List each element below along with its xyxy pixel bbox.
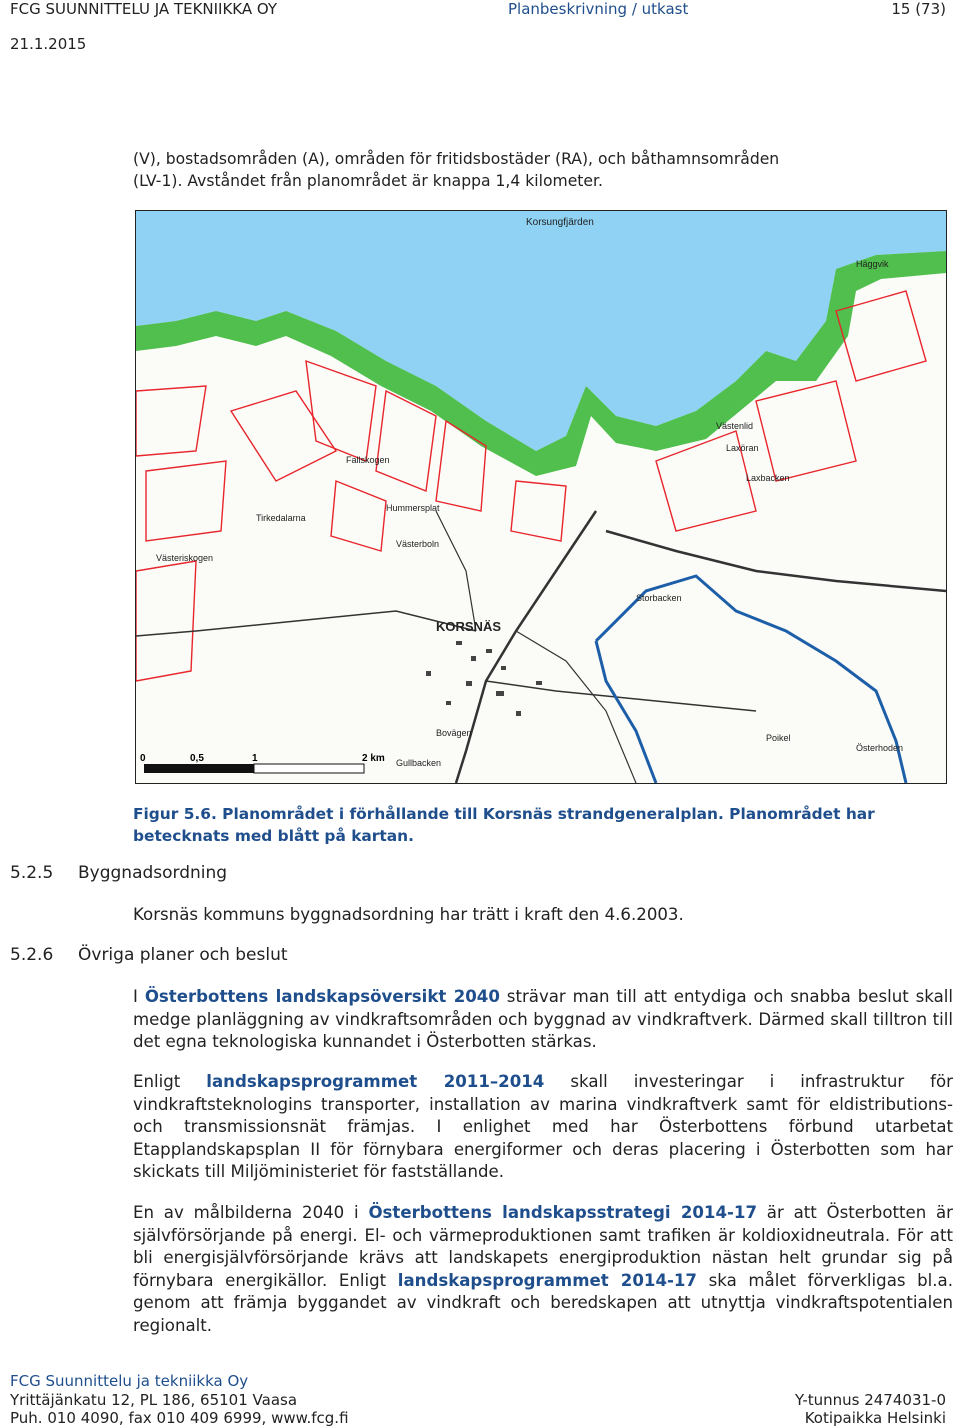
page-header xyxy=(10,0,946,60)
p2-post: skall investeringar i infrastruktur för vindkraftsteknologins transporter, installation av marina vindkraftverk samt för eldistributions- och transmissionsnät främjas. I enlighet med har Österbottens förbund utarbetat Etapplandskapsplan II för förnybara energiformer och deras placering i Österbotten som har skickats till Miljöministeriet för fastställande. xyxy=(133,1072,953,1181)
p3-highlight-2: landskapsprogrammet 2014-17 xyxy=(397,1270,697,1290)
figure-caption xyxy=(133,803,955,847)
map-label-gullbacken: Gullbacken xyxy=(396,758,442,768)
map-label-vasterbotn: Västerboln xyxy=(396,539,440,549)
section-heading-byggnadsordning xyxy=(10,863,227,883)
map-label-vasteriskogen: Västeriskogen xyxy=(156,553,214,563)
map-label-hummersplat: Hummersplat xyxy=(386,503,440,513)
caption-line-2: betecknats med blått på kartan. xyxy=(133,827,414,845)
footer-seat: Kotipaikka Helsinki xyxy=(804,1409,946,1427)
map-label-vastenlid: Västenlid xyxy=(716,421,754,431)
section-title: Övriga planer och beslut xyxy=(78,945,288,965)
paragraph-landskapsstrategi xyxy=(133,1202,953,1337)
footer-ytunnus: Y-tunnus 2474031-0 xyxy=(794,1391,946,1409)
map-scale-zero: 0 xyxy=(140,753,146,764)
footer-address: Yrittäjänkatu 12, PL 186, 65101 Vaasa xyxy=(10,1391,298,1409)
p2-highlight: landskapsprogrammet 2011–2014 xyxy=(206,1072,545,1091)
map-label-korsnas: KORSNÄS xyxy=(436,619,502,634)
p3-mid: är att Österbotten är självförsörjande på energi. El- och värmeproduktionen samt trafiken är koldioxidneutrala. För att bli energisjälvförsörjande krävs att landskapets energiproduktion nästan helt grundar sig på förnybara energikällor. Enligt xyxy=(133,1203,954,1290)
map-label-korsungfjarden: Korsungfjärden xyxy=(526,217,594,228)
map-label-fallskogen: Fallskogen xyxy=(346,455,390,465)
map-label-haggvik: Häggvik xyxy=(856,259,889,269)
map-label-tirkedalarna: Tirkedalarna xyxy=(256,513,306,523)
section-title: Byggnadsordning xyxy=(78,863,228,883)
map-scale-one: 1 xyxy=(252,753,258,764)
section-number: 5.2.5 xyxy=(10,863,54,883)
map-label-poikel: Poikel xyxy=(766,733,791,743)
footer-phone: Puh. 010 4090, fax 010 409 6999, www.fcg.fi xyxy=(10,1409,349,1427)
map-label-laxbacken: Laxbacken xyxy=(746,473,790,483)
intro-line-2: (LV-1). Avståndet från planområdet är knappa 1,4 kilometer. xyxy=(133,172,603,190)
header-company: FCG SUUNNITTELU JA TEKNIIKKA OY xyxy=(10,0,278,18)
map-label-osterhoden: Österhoden xyxy=(856,743,904,753)
map-drawing xyxy=(136,211,946,783)
p3-pre: En av målbilderna 2040 i xyxy=(133,1203,369,1222)
map-label-bovagen: Bovägen xyxy=(436,728,472,738)
paragraph-landskapsprogrammet xyxy=(133,1071,953,1184)
paragraph-landskapsoversikt xyxy=(133,986,953,1054)
map-scale-half: 0,5 xyxy=(190,753,204,764)
p1-pre: I xyxy=(133,987,145,1006)
header-title: Planbeskrivning / utkast xyxy=(508,0,689,18)
header-page-number: 15 (73) xyxy=(891,0,946,18)
p1-post: strävar man till att entydiga och snabba beslut skall medge planläggning av vindkraftsområden och byggnad av vindkraftverk. Därmed skall tilltron till det egna teknologiska kunnandet i Österbotten stärkas. xyxy=(133,987,954,1051)
section-heading-ovriga-planer xyxy=(10,945,288,965)
intro-line-1: (V), bostadsområden (A), områden för fritidsbostäder (RA), och båthamnsområden xyxy=(133,150,780,168)
intro-text xyxy=(133,148,953,192)
section-number: 5.2.6 xyxy=(10,945,54,965)
p2-pre: Enligt xyxy=(133,1072,207,1091)
header-date: 21.1.2015 xyxy=(10,35,87,53)
p3-post: ska målet förverkligas bl.a. genom att främja byggandet av vindkraft och beredskapen att utnyttja vindkraftspotentialen regionalt. xyxy=(133,1270,953,1335)
p1-highlight: Österbottens landskapsöversikt 2040 xyxy=(144,987,500,1006)
map-scale-two: 2 km xyxy=(362,753,385,764)
byggnadsordning-text: Korsnäs kommuns byggnadsordning har trätt i kraft den 4.6.2003. xyxy=(133,905,684,924)
map-label-laxoran: Laxöran xyxy=(726,443,759,453)
map-label-storbacken: Storbacken xyxy=(636,593,682,603)
footer-company: FCG Suunnittelu ja tekniikka Oy xyxy=(10,1372,249,1390)
map-figure xyxy=(135,210,947,784)
caption-line-1: Figur 5.6. Planområdet i förhållande till Korsnäs strandgeneralplan. Planområdet har xyxy=(133,805,875,823)
p3-highlight-1: Österbottens landskapsstrategi 2014-17 xyxy=(368,1203,758,1222)
